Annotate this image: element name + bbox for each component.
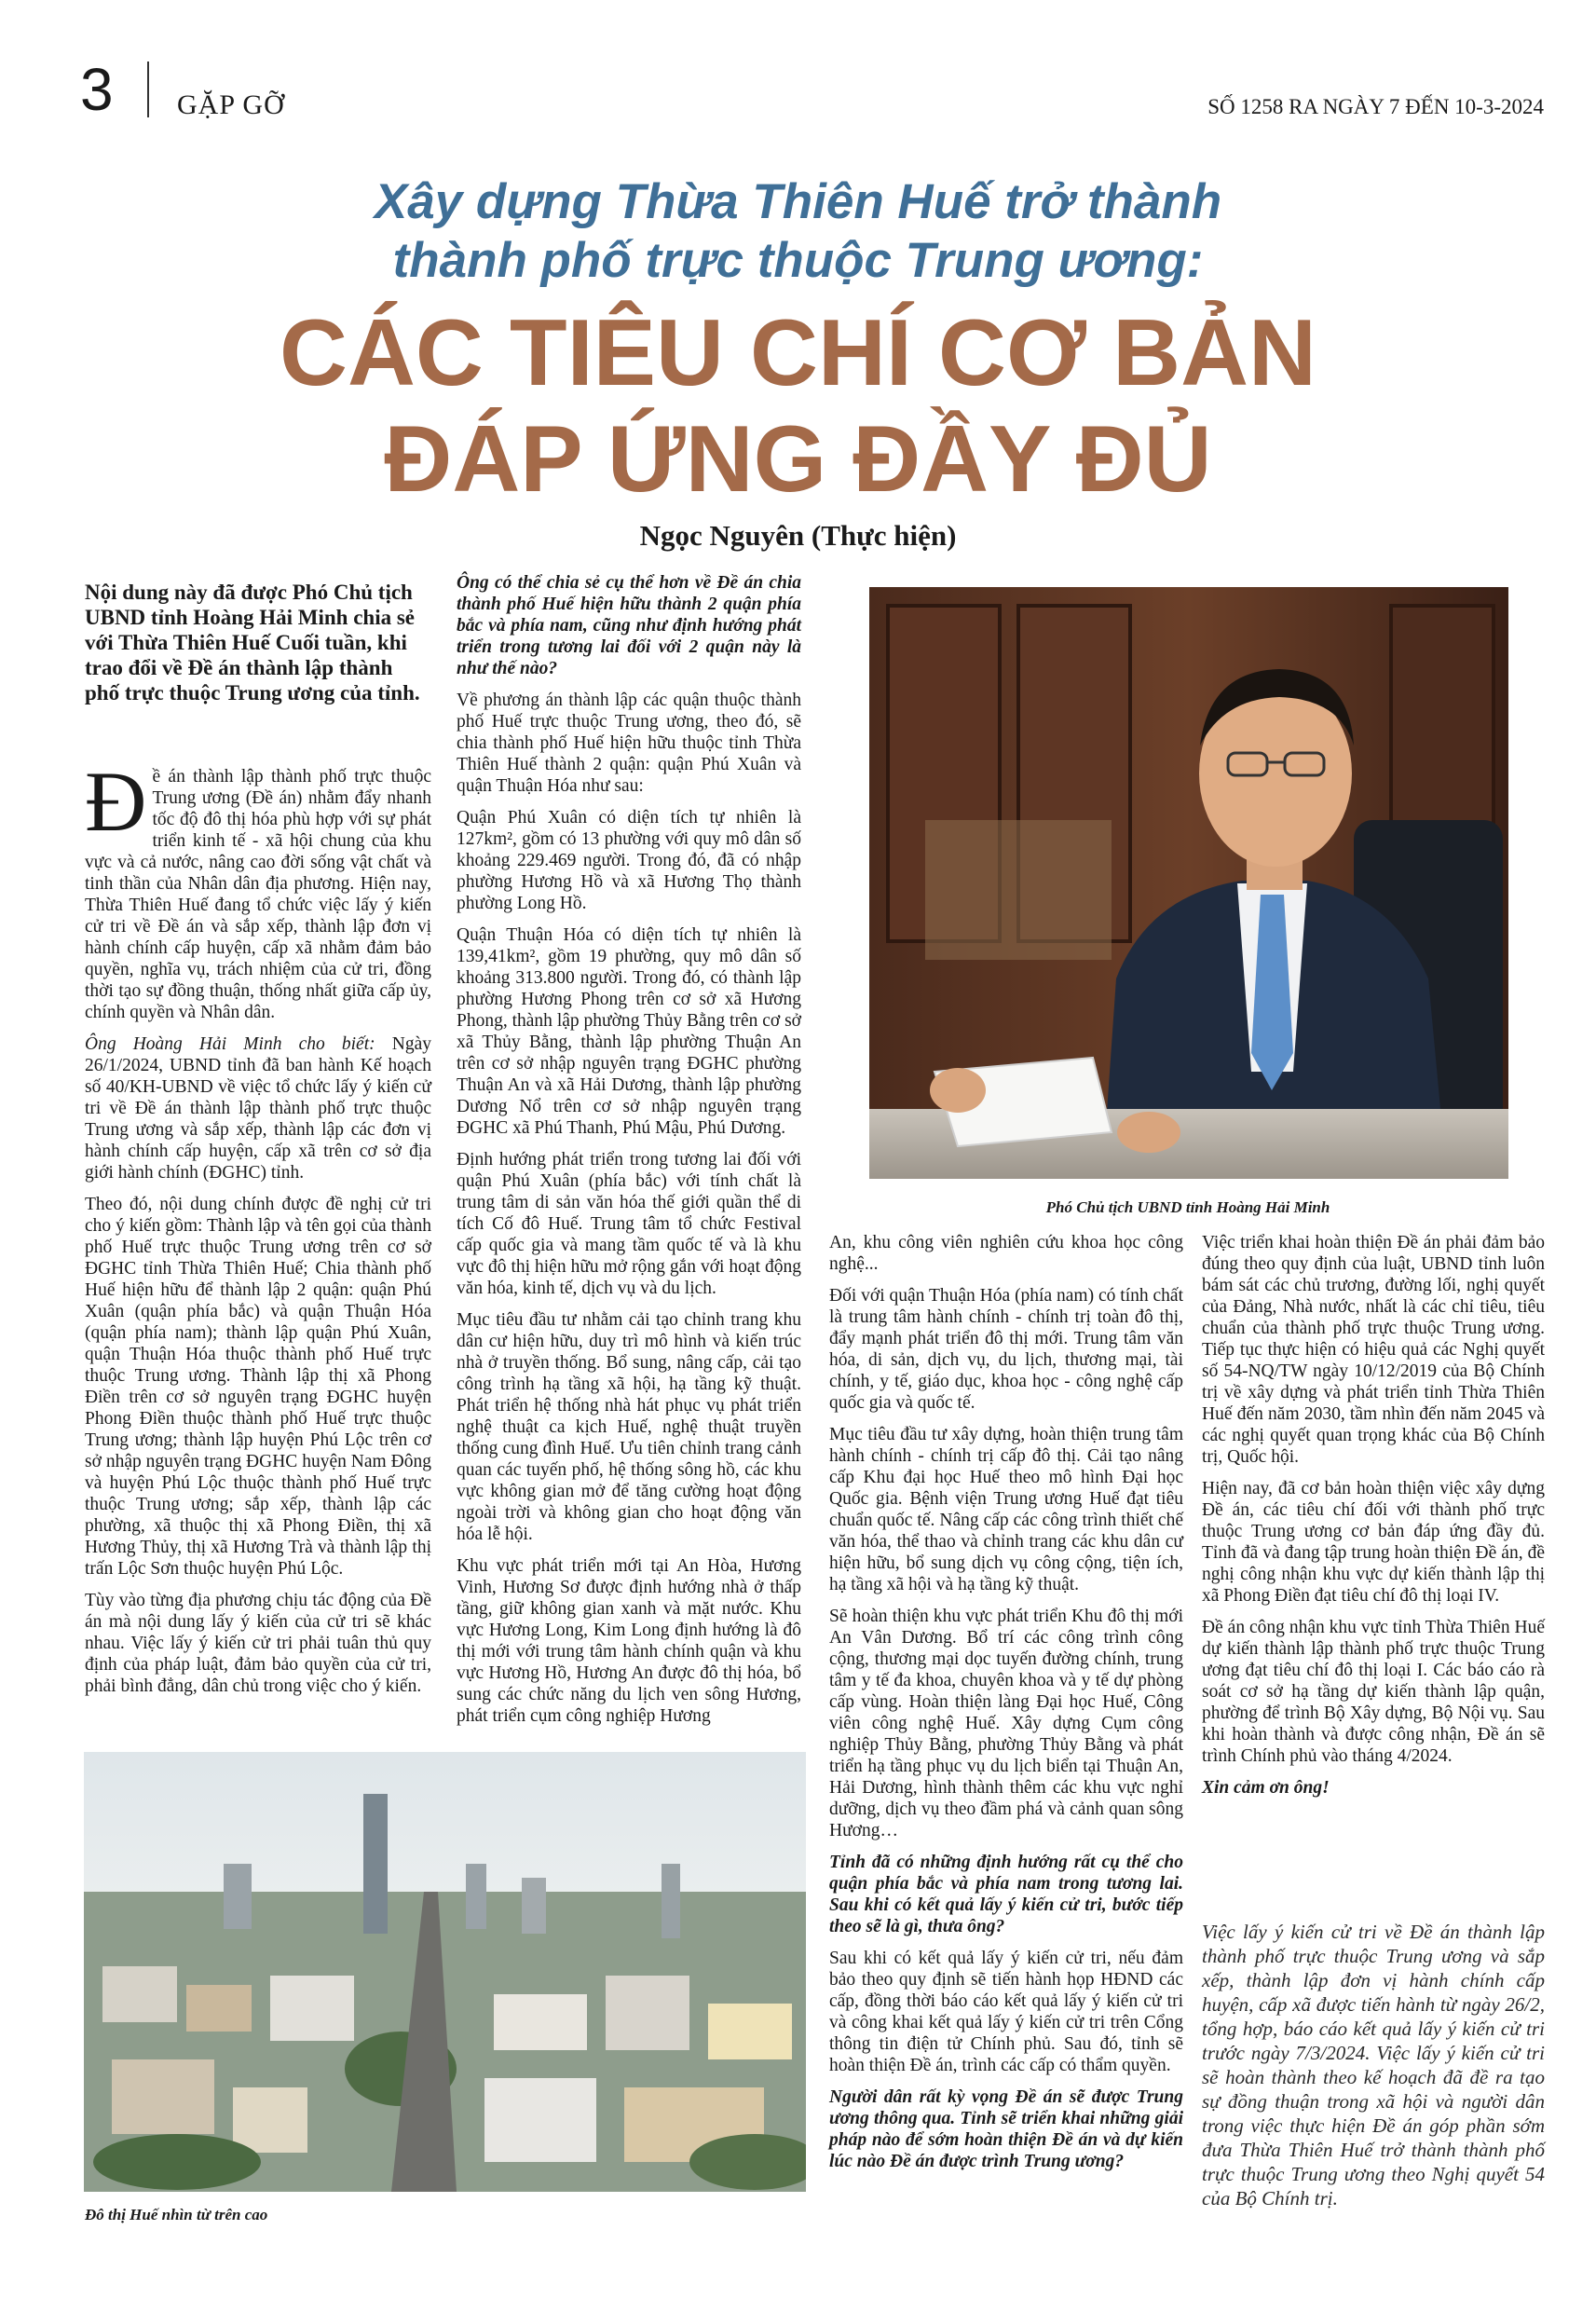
paragraph: Sẽ hoàn thiện khu vực phát triển Khu đô thị mới An Vân Dương. Bổ trí các công trình công cộng, thương mại dọc tuyến đường chính, trung tâm y tế đa khoa, chuyên khoa và y tế dự phòng cấp vùng. Hoàn thiện làng Đại học Huế, Công viên công nghệ Huế. Xây dựng Cụm công nghiệp Thủy Bằng, phường Thủy Bằng và phát triển hạ tầng phục vụ du lịch biển tại Thuận An, Hải Dương, hình thành thêm các khu vực nghỉ dưỡng, dịch vụ theo đầm phá và cảnh quan sông Hương… [829, 1607, 1183, 1840]
photo-caption: Phó Chủ tịch UBND tỉnh Hoàng Hải Minh [1045, 1198, 1330, 1216]
column-1 [85, 754, 431, 1707]
paragraph: Theo đó, nội dung chính được đề nghị cử tri cho ý kiến gồm: Thành lập và tên gọi của thành phố Huế trực thuộc Trung ương trên cơ sở ĐGHC tỉnh Thừa Thiên Huế; Chia thành phố Huế hiện hữu để thành lập 2 quận: quận Phú Xuân (quận phía bắc) và quận Thuận Hóa (quận phía nam); thành lập quận Phú Xuân, quận Thuận Hóa thuộc thành phố Huế trực thuộc Trung ương. Thành lập thị xã Phong Điền trên cơ sở nguyên trạng ĐGHC huyện Phong Điền thuộc thành phố Huế trực thuộc Trung ương; thành lập huyện Phú Lộc trên cơ sở nhập nguyên trạng ĐGHC huyện Nam Đông và huyện Phú Lộc thuộc thành phố Huế trực thuộc Trung ương; sắp xếp, thành lập các phường, xã thuộc thị xã Phong Điền, thị xã Hương Thủy, thị xã Hương Trà và thành lập thị trấn Lộc Sơn thuộc huyện Phú Lộc. [85, 1195, 431, 1579]
paragraph: Định hướng phát triển trong tương lai đối với quận Phú Xuân (phía bắc) với tính chất là trung tâm di sản văn hóa thế giới quần thể di tích Cố đô Huế. Trung tâm tổ chức Festival cấp quốc gia và mang tầm quốc tế và là khu vực đô thị hiện hữu mở rộng gắn với hoạt động văn hóa, kinh tế, dịch vụ và du lịch. [457, 1150, 801, 1298]
paragraph: Về phương án thành lập các quận thuộc thành phố Huế trực thuộc Trung ương, theo đó, sẽ chia thành phố Huế hiện hữu thuộc tỉnh Thừa Thiên Huế thành 2 quận: quận Phú Xuân và quận Thuận Hóa như sau: [457, 691, 801, 796]
issue-info: SỐ 1258 RA NGÀY 7 ĐẾN 10-3-2024 [1207, 95, 1544, 118]
paragraph [85, 754, 431, 1023]
interview-question: Tỉnh đã có những định hướng rất cụ thể cho quận phía bắc và phía nam trong tương lai. Sau khi có kết quả lấy ý kiến cử tri, bước tiếp theo sẽ là gì, thưa ông? [829, 1853, 1183, 1936]
paragraph: Việc triển khai hoàn thiện Đề án phải đảm bảo đúng theo quy định của luật, UBND tỉnh luôn bám sát các chủ trương, đường lối, nghị quyết của Đảng, Nhà nước, nhất là các chỉ tiêu, tiêu chuẩn của thành phố trực thuộc Trung ương. Tiếp tục thực hiện có hiệu quả các Nghị quyết số 54-NQ/TW ngày 10/12/2019 của Bộ Chính trị về xây dựng và phát triển tỉnh Thừa Thiên Huế đến năm 2030, tầm nhìn đến năm 2045 và các nghị quyết quan trọng khác của Bộ Chính trị, Quốc hội. [1202, 1233, 1545, 1467]
headline [0, 300, 1596, 513]
column-2 [457, 572, 801, 1737]
paragraph: Hiện nay, đã cơ bản hoàn thiện việc xây dựng Đề án, các tiêu chí đối với thành phố trực thuộc Trung ương cơ bản đáp ứng đầy đủ. Tỉnh đã và đang tập trung hoàn thiện Đề án, đề nghị công nhận khu vực dự kiến thành lập thị xã Phong Điền đạt tiêu chí đô thị loại IV. [1202, 1479, 1545, 1606]
header-divider [147, 62, 149, 117]
portrait-photo [869, 587, 1508, 1179]
speaker-intro: Ông Hoàng Hải Minh cho biết: [85, 1034, 375, 1054]
interview-question: Ông có thể chia sẻ cụ thể hơn về Đề án chia thành phố Huế hiện hữu thành 2 quận phía bắc và phía nam, cũng như định hướng phát triển trong tương lai đối với 2 quận này là như thế nào? [457, 573, 801, 678]
paragraph: Đề án công nhận khu vực tỉnh Thừa Thiên Huế dự kiến thành lập thành phố trực thuộc Trung ương đạt tiêu chí đô thị loại I. Các báo cáo rà soát cơ sở hạ tầng dự kiến thành lập quận, phường để trình Bộ Xây dựng, Bộ Nội vụ. Sau khi hoàn thành và được công nhận, Đề án sẽ trình Chính phủ vào tháng 4/2024. [1202, 1618, 1545, 1766]
section-name: GẶP GỠ [177, 89, 285, 120]
headline-line-1: CÁC TIÊU CHÍ CƠ BẢN [280, 301, 1316, 405]
city-aerial-photo [84, 1752, 806, 2192]
paragraph: Đối với quận Thuận Hóa (phía nam) có tính chất là trung tâm hành chính - chính trị toàn đô thị, đẩy mạnh phát triển đô thị mới. Trung tâm văn hóa, di sản, dịch vụ, du lịch, thương mại, tài chính, y tế, giáo dục, khoa học - công nghệ cấp quốc gia và quốc tế. [829, 1286, 1183, 1413]
paragraph: Tùy vào từng địa phương chịu tác động của Đề án mà nội dung lấy ý kiến của cử tri sẽ khác nhau. Việc lấy ý kiến cử tri phải tuân thủ quy định của pháp luật, đảm bảo quyền của cử tri, phải bình đẳng, dân chủ trong việc cho ý kiến. [85, 1591, 431, 1696]
sidebar-note: Việc lấy ý kiến cử tri về Đề án thành lập thành phố trực thuộc Trung ương và sắp xếp, thành lập đơn vị hành chính cấp huyện, cấp xã được tiến hành từ ngày 26/2, tổng hợp, báo cáo kết quả lấy ý kiến cử tri trước ngày 7/3/2024. Việc lấy ý kiến cử tri sẽ hoàn thành theo kế hoạch đã đề ra tạo sự đồng thuận trong xã hội và người dân trong việc thực hiện Đề án góp phần sớm đưa Thừa Thiên Huế trở thành thành phố trực thuộc Trung ương theo Nghị quyết 54 của Bộ Chính trị. [1202, 1921, 1545, 2209]
paragraph-text: ề án thành lập thành phố trực thuộc Trung ương (Đề án) nhằm đẩy nhanh tốc độ đô thị hóa phù hợp với sự phát triển kinh tế - xã hội chung của khu vực và cả nước, nâng cao đời sống vật chất và tinh thần của Nhân dân địa phương. Hiện nay, Thừa Thiên Huế đang tổ chức việc lấy ý kiến cử tri về Đề án và sắp xếp, thành lập đơn vị hành chính cấp huyện, cấp xã nhằm đảm bảo quyền, nghĩa vụ, trách nhiệm của cử tri, đồng thời tạo sự đồng thuận, thống nhất giữa cấp ủy, chính quyền và Nhân dân. [85, 767, 431, 1022]
paragraph: Mục tiêu đầu tư nhằm cải tạo chỉnh trang khu dân cư hiện hữu, duy trì mô hình và kiến trúc nhà ở truyền thống. Bổ sung, nâng cấp, cải tạo công trình hạ tầng xã hội, hạ tầng kỹ thuật. Phát triển hệ thống nhà hát phục vụ phát triển nghệ thuật ca kịch Huế, nghệ thuật truyền thống cung đình Huế. Ưu tiên chỉnh trang cảnh quan các tuyến phố, hệ thống sông hồ, các khu vực không gian mở để tăng cường hoạt động ngoài trời và không gian cho hoạt động văn hóa lễ hội. [457, 1310, 801, 1544]
paragraph: An, khu công viên nghiên cứu khoa học công nghệ... [829, 1233, 1183, 1274]
closing-thanks: Xin cảm ơn ông! [1202, 1778, 1330, 1798]
drop-cap: Đ [85, 754, 147, 849]
page-number: 3 [80, 56, 114, 123]
interview-question: Người dân rất kỳ vọng Đề án sẽ được Trung ương thông qua. Tỉnh sẽ triển khai những giải pháp nào để sớm hoàn thiện Đề án và dự kiến lúc nào Đề án được trình Trung ương? [829, 2087, 1183, 2171]
paragraph [85, 1033, 431, 1183]
kicker [0, 172, 1596, 290]
headline-line-2: ĐÁP ỨNG ĐẦY ĐỦ [384, 407, 1212, 512]
byline: Ngọc Nguyên (Thực hiện) [639, 519, 957, 552]
paragraph-text: Ngày 26/1/2024, UBND tỉnh đã ban hành Kế hoạch số 40/KH-UBND về việc tổ chức lấy ý kiến cử tri về Đề án thành lập thành phố trực thuộc Trung ương và sắp xếp, thành lập các đơn vị hành chính cấp huyện, cấp xã trên cơ sở địa giới hành chính (ĐGHC) tỉnh. [85, 1034, 431, 1183]
kicker-line-1: Xây dựng Thừa Thiên Huế trở thành [374, 174, 1222, 229]
photo-caption: Đô thị Huế nhìn từ trên cao [85, 2206, 268, 2223]
paragraph: Quận Thuận Hóa có diện tích tự nhiên là 139,41km², gồm 19 phường, quy mô dân số khoảng 313.800 người. Trong đó, có thành lập phường Hương Phong trên cơ sở xã Hương Phong, thành lập phường Thủy Bằng trên cơ sở xã Thủy Bằng, thành lập phường Thuận An trên cơ sở nhập nguyên trạng ĐGHC phường Thuận An và xã Hải Dương, thành lập phường Dương Nổ trên cơ sở nhập nguyên trạng ĐGHC xã Phú Thanh, Phú Mậu, Phú Dương. [457, 925, 801, 1138]
paragraph: Khu vực phát triển mới tại An Hòa, Hương Vinh, Hương Sơ được định hướng nhà ở thấp tầng, giữ không gian xanh và mặt nước. Khu vực Hương Long, Kim Long định hướng là đô thị mới với trung tâm hành chính quận và khu vực Hương Hồ, Hương An được đô thị hóa, bổ sung các chức năng du lịch ven sông Hương, phát triển cụm công nghiệp Hương [457, 1556, 801, 1726]
paragraph: Sau khi có kết quả lấy ý kiến cử tri, nếu đảm bảo theo quy định sẽ tiến hành họp HĐND các cấp, đồng thời báo cáo kết quả lấy ý kiến cử tri và công khai kết quả lấy ý kiến cử tri trên Cổng thông tin điện tử Chính phủ. Sau đó, tỉnh sẽ hoàn thiện Đề án, trình các cấp có thẩm quyền. [829, 1949, 1183, 2075]
column-3 [829, 1232, 1183, 2182]
paragraph: Mục tiêu đầu tư xây dựng, hoàn thiện trung tâm hành chính - chính trị cấp đô thị. Cải tạo nâng cấp Khu đại học Huế theo mô hình Đại học Quốc gia. Bệnh viện Trung ương Huế đạt tiêu chuẩn quốc tế. Nâng cấp các công trình thiết chế văn hóa, thể thao và chỉnh trang các khu dân cư hiện hữu, bổ sung dịch vụ công cộng, tiện ích, hạ tầng xã hội và hạ tầng kỹ thuật. [829, 1425, 1183, 1594]
column-4 [1202, 1232, 1545, 1809]
kicker-line-2: thành phố trực thuộc Trung ương: [392, 233, 1204, 288]
lead-paragraph: Nội dung này đã được Phó Chủ tịch UBND tỉnh Hoàng Hải Minh chia sẻ với Thừa Thiên Huế Cuối tuần, khi trao đổi về Đề án thành lập thành phố trực thuộc Trung ương của tỉnh. [85, 581, 420, 705]
paragraph: Quận Phú Xuân có diện tích tự nhiên là 127km², gồm có 13 phường với quy mô dân số khoảng 229.469 người. Trong đó, đã có nhập phường Hương Hồ và xã Hương Thọ thành phường Long Hồ. [457, 808, 801, 913]
